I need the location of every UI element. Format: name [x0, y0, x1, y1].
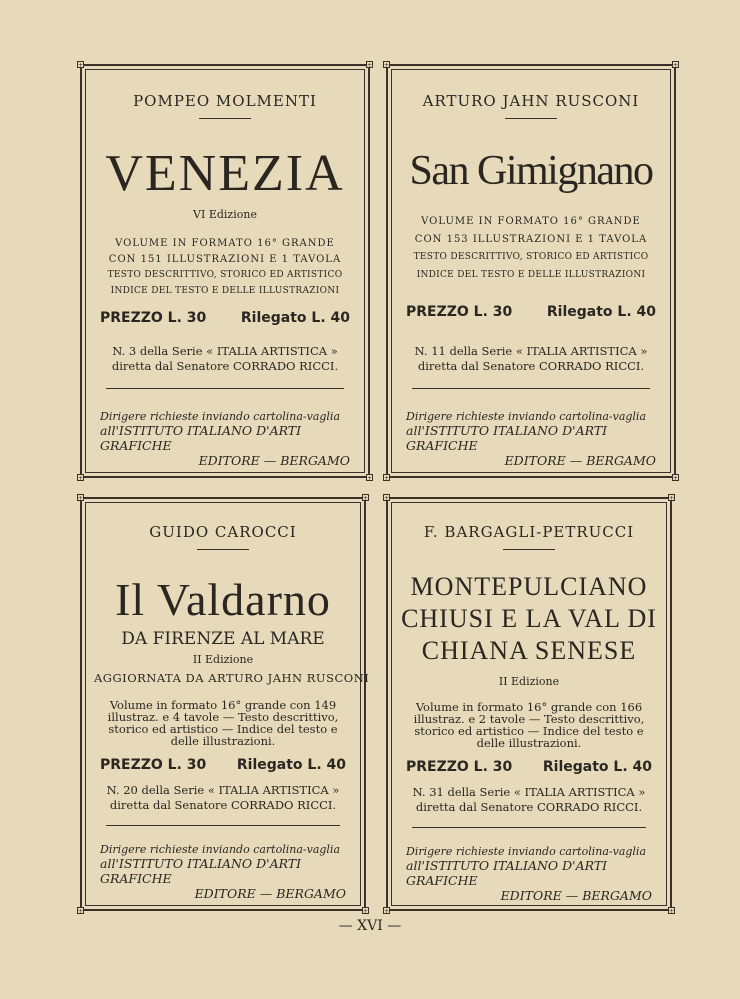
corner-ornament: +	[384, 908, 390, 915]
publisher-location: EDITORE — BERGAMO	[504, 453, 656, 468]
price: PREZZO L. 30	[100, 757, 207, 773]
title-line: MONTEPULCIANO	[410, 572, 648, 601]
publisher-location: EDITORE — BERGAMO	[194, 886, 346, 901]
divider	[199, 118, 251, 119]
price-row	[400, 304, 662, 320]
publisher: all'ISTITUTO ITALIANO D'ARTI GRAFICHE	[100, 856, 302, 886]
bound-price: Rilegato L. 40	[236, 757, 346, 773]
director: diretta dal Senatore CORRADO RICCI.	[111, 359, 339, 373]
divider	[503, 549, 555, 550]
price-row	[400, 759, 658, 775]
divider	[197, 549, 249, 550]
author: F. BARGAGLI-PETRUCCI	[423, 523, 635, 541]
corner-ornament: +	[363, 495, 369, 502]
author: GUIDO CAROCCI	[149, 523, 297, 541]
price: PREZZO L. 30	[100, 310, 207, 326]
divider	[412, 827, 646, 828]
corner-ornament: +	[367, 475, 373, 482]
updated-by: AGGIORNATA DA ARTURO JAHN RUSCONI	[94, 671, 370, 685]
divider	[505, 118, 557, 119]
description-line: TESTO DESCRITTIVO, STORICO ED ARTISTICO	[413, 252, 649, 262]
ad-il-valdarno	[78, 495, 370, 915]
footer-line: Dirigere richieste inviando cartolina-vaglia	[406, 845, 647, 858]
title-line: CHIUSI E LA VAL DI	[401, 604, 657, 633]
director: diretta dal Senatore CORRADO RICCI.	[415, 800, 643, 814]
footer	[406, 845, 652, 903]
bound-price: Rilegato L. 40	[546, 304, 656, 320]
corner-ornament: +	[669, 495, 675, 502]
price: PREZZO L. 30	[406, 759, 513, 775]
series: N. 20 della Serie « ITALIA ARTISTICA »	[106, 783, 340, 797]
author: ARTURO JAHN RUSCONI	[422, 92, 640, 110]
description-line: VOLUME IN FORMATO 16° GRANDE	[421, 216, 641, 227]
footer-line: Dirigere richieste inviando cartolina-vaglia	[100, 410, 341, 423]
book-title: San Gimignano	[409, 148, 653, 194]
corner-ornament: +	[78, 475, 84, 482]
corner-ornament: +	[78, 495, 84, 502]
footer	[406, 410, 656, 468]
description-line: storico ed artistico — Indice del testo e	[108, 722, 338, 736]
price: PREZZO L. 30	[406, 304, 513, 320]
description-line: Volume in formato 16° grande con 149	[109, 698, 337, 712]
ad-san-gimignano	[384, 62, 679, 482]
publisher: all'ISTITUTO ITALIANO D'ARTI GRAFICHE	[100, 423, 302, 453]
author: POMPEO MOLMENTI	[133, 92, 317, 110]
book-subtitle: DA FIRENZE AL MARE	[121, 629, 325, 649]
edition: II Edizione	[498, 675, 560, 688]
bound-price: Rilegato L. 40	[240, 310, 350, 326]
page-number: — XVI —	[338, 918, 402, 934]
description-line: storico ed artistico — Indice del testo e	[414, 724, 644, 738]
description-line: delle illustrazioni.	[170, 734, 276, 748]
description	[94, 699, 352, 747]
bound-price: Rilegato L. 40	[542, 759, 652, 775]
description-line: INDICE DEL TESTO E DELLE ILLUSTRAZIONI	[110, 286, 340, 296]
description	[400, 701, 658, 749]
book-title	[400, 571, 658, 667]
ad-montepulciano	[384, 495, 675, 915]
series: N. 11 della Serie « ITALIA ARTISTICA »	[414, 344, 648, 358]
book-title: Il Valdarno	[115, 574, 331, 625]
corner-ornament: +	[384, 475, 390, 482]
description-line: delle illustrazioni.	[476, 736, 582, 750]
divider	[106, 825, 340, 826]
description-line: illustraz. e 4 tavole — Testo descrittivo,	[107, 710, 339, 724]
description-line: CON 153 ILLUSTRAZIONI E 1 TAVOLA	[414, 234, 648, 245]
publisher: all'ISTITUTO ITALIANO D'ARTI GRAFICHE	[406, 858, 608, 888]
price-row	[94, 310, 356, 326]
corner-ornament: +	[78, 62, 84, 69]
footer-line: Dirigere richieste inviando cartolina-vaglia	[100, 843, 341, 856]
price-row	[94, 757, 352, 773]
divider	[106, 388, 344, 389]
description-line: INDICE DEL TESTO E DELLE ILLUSTRAZIONI	[416, 270, 646, 280]
publisher-location: EDITORE — BERGAMO	[198, 453, 350, 468]
description-line: CON 151 ILLUSTRAZIONI E 1 TAVOLA	[108, 254, 342, 265]
publisher: all'ISTITUTO ITALIANO D'ARTI GRAFICHE	[406, 423, 608, 453]
footer	[100, 410, 350, 468]
divider	[412, 388, 650, 389]
description-line: illustraz. e 2 tavole — Testo descrittivo,	[413, 712, 645, 726]
book-title: VENEZIA	[105, 145, 345, 202]
director: diretta dal Senatore CORRADO RICCI.	[417, 359, 645, 373]
corner-ornament: +	[367, 62, 373, 69]
edition: VI Edizione	[193, 208, 257, 221]
series: N. 3 della Serie « ITALIA ARTISTICA »	[112, 344, 338, 358]
footer-line: Dirigere richieste inviando cartolina-vaglia	[406, 410, 647, 423]
corner-ornament: +	[384, 62, 390, 69]
description-line: Volume in formato 16° grande con 166	[415, 700, 643, 714]
footer	[100, 843, 346, 901]
series: N. 31 della Serie « ITALIA ARTISTICA »	[412, 785, 646, 799]
corner-ornament: +	[384, 495, 390, 502]
description-line: VOLUME IN FORMATO 16° GRANDE	[115, 238, 335, 249]
edition: II Edizione	[192, 653, 254, 666]
corner-ornament: +	[78, 908, 84, 915]
corner-ornament: +	[363, 908, 369, 915]
publisher-location: EDITORE — BERGAMO	[500, 888, 652, 903]
ad-venezia	[78, 62, 373, 482]
corner-ornament: +	[673, 62, 679, 69]
corner-ornament: +	[669, 908, 675, 915]
director: diretta dal Senatore CORRADO RICCI.	[109, 798, 337, 812]
corner-ornament: +	[673, 475, 679, 482]
title-line: CHIANA SENESE	[421, 636, 637, 665]
description-line: TESTO DESCRITTIVO, STORICO ED ARTISTICO	[107, 270, 343, 280]
